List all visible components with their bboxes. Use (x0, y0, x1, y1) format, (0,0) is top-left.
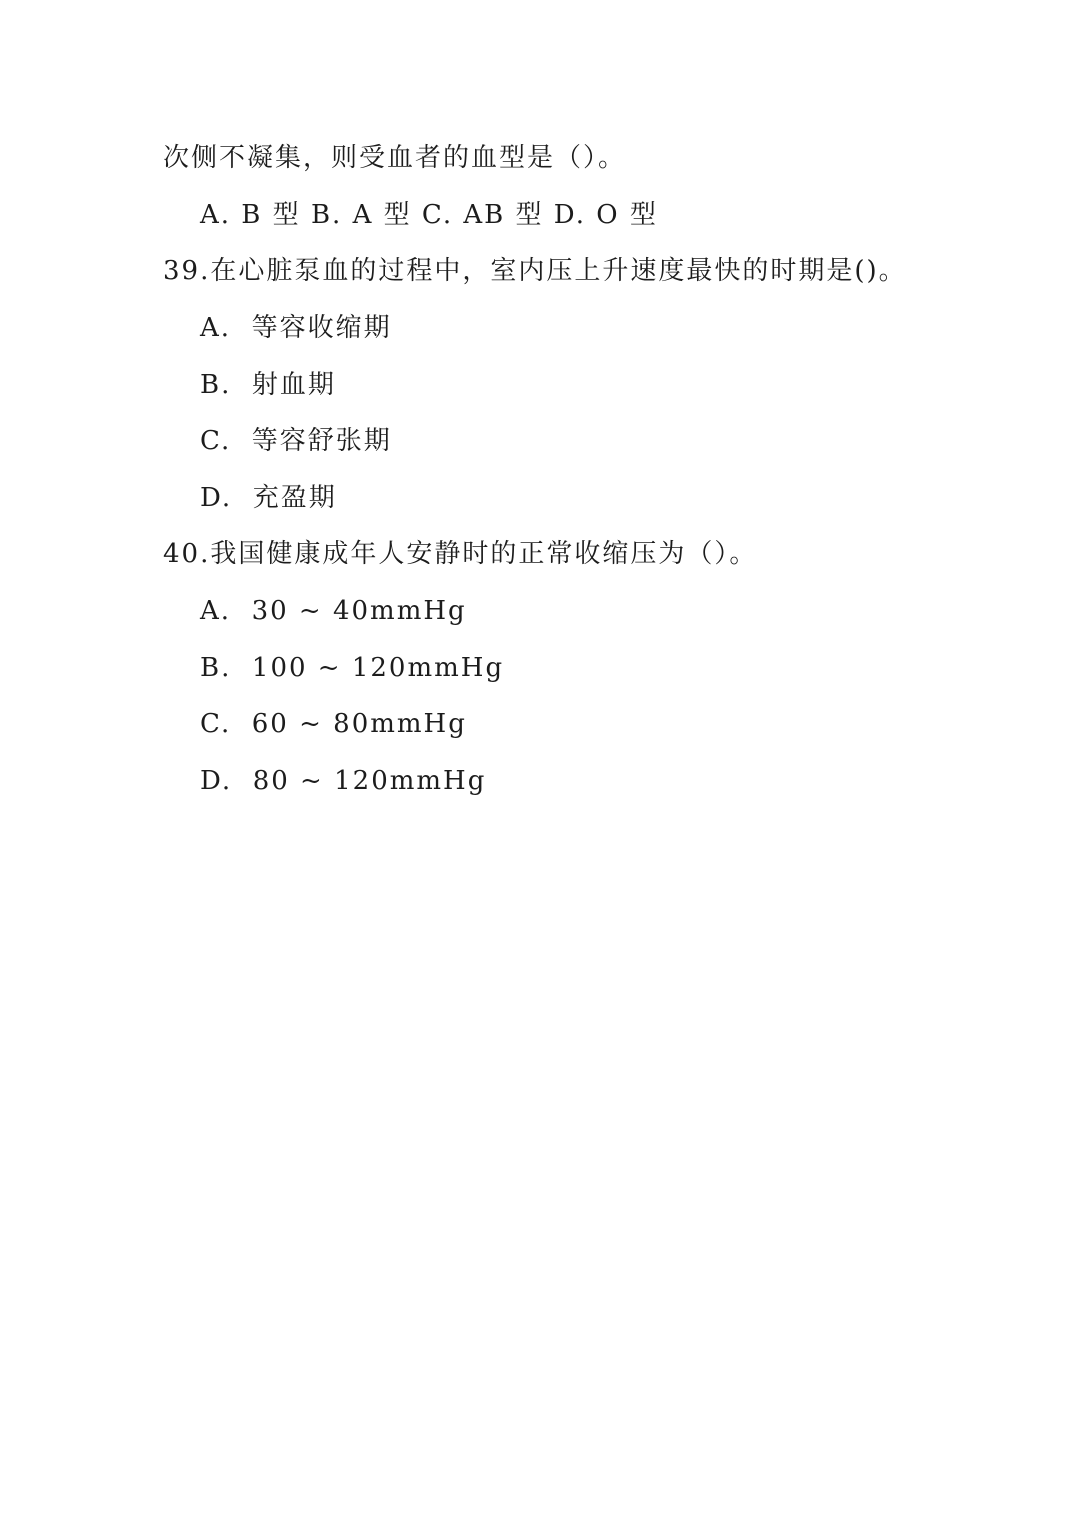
question-40-stem: 40.我国健康成年人安静时的正常收缩压为（）。 (163, 539, 758, 569)
question-38-options: A. B 型 B. A 型 C. AB 型 D. O 型 (200, 200, 658, 230)
question-38-continuation: 次侧不凝集，则受血者的血型是（）。 (163, 143, 627, 173)
question-39-option-c: C. 等容舒张期 (200, 426, 392, 456)
question-40-option-c: C. 60 ~ 80mmHg (200, 709, 467, 739)
question-40-option-b: B. 100 ~ 120mmHg (200, 653, 505, 683)
question-39-option-b: B. 射血期 (200, 370, 336, 400)
question-40-option-d: D. 80 ~ 120mmHg (200, 766, 487, 796)
question-39-option-d: D. 充盈期 (200, 483, 337, 513)
question-40-option-a: A. 30 ~ 40mmHg (200, 596, 467, 626)
question-39-stem: 39.在心脏泵血的过程中，室内压上升速度最快的时期是()。 (163, 256, 907, 286)
question-39-option-a: A. 等容收缩期 (200, 313, 392, 343)
